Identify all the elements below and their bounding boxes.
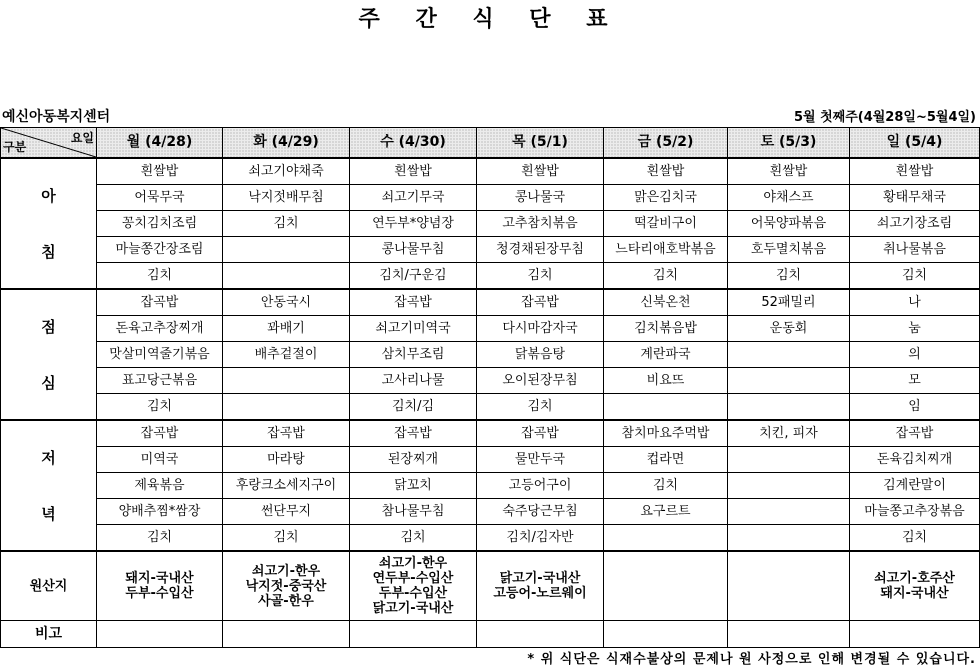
- menu-item: 느타리애호박볶음: [604, 237, 728, 263]
- meal-label: [1, 289, 97, 420]
- menu-item: 닭꼬치: [350, 473, 477, 499]
- origin-line: 두부-수입산: [125, 586, 194, 601]
- menu-item: 치킨, 피자: [728, 420, 850, 447]
- menu-item: 고사리나물: [350, 368, 477, 394]
- origin-row: [1, 551, 980, 621]
- menu-item: 떡갈비구이: [604, 211, 728, 237]
- note-cell: [97, 621, 223, 648]
- menu-row: [1, 289, 980, 316]
- menu-item: [223, 394, 350, 421]
- note-cell: [223, 621, 350, 648]
- origin-line: 돼지-국내산: [125, 571, 194, 586]
- menu-item: 썬단무지: [223, 499, 350, 525]
- day-header-thu: 목 (5/1): [477, 128, 604, 159]
- menu-item: 꽈배기: [223, 316, 350, 342]
- note-cell: [604, 621, 728, 648]
- menu-item: 눔: [850, 316, 980, 342]
- day-header-fri: 금 (5/2): [604, 128, 728, 159]
- menu-item: 맛살미역줄기볶음: [97, 342, 223, 368]
- corner-right-label: 요일: [70, 131, 94, 145]
- menu-item: 표고당근볶음: [97, 368, 223, 394]
- day-header-sun: 일 (5/4): [850, 128, 980, 159]
- week-label: 5월 첫째주(4월28일~5월4일): [793, 110, 976, 125]
- menu-item: 낙지젓배무침: [223, 185, 350, 211]
- menu-item: 돈육김치찌개: [850, 447, 980, 473]
- menu-item: 김치/김: [350, 394, 477, 421]
- menu-item: 오이된장무침: [477, 368, 604, 394]
- menu-item: 어묵양파볶음: [728, 211, 850, 237]
- origin-line: 닭고기-국내산: [372, 601, 454, 616]
- menu-item: [223, 368, 350, 394]
- menu-item: 김치: [97, 525, 223, 552]
- menu-item: 컵라면: [604, 447, 728, 473]
- menu-item: 쇠고기미역국: [350, 316, 477, 342]
- menu-item: 흰쌀밥: [97, 158, 223, 185]
- menu-item: 흰쌀밥: [850, 158, 980, 185]
- menu-item: 마늘쫑고추장볶음: [850, 499, 980, 525]
- menu-item: 김치: [604, 473, 728, 499]
- origin-cell: [350, 551, 477, 621]
- menu-item: 꽁치김치조림: [97, 211, 223, 237]
- menu-row: [1, 211, 980, 237]
- day-header-sat: 토 (5/3): [728, 128, 850, 159]
- meal-label-char: 아: [41, 186, 56, 205]
- menu-item: 야채스프: [728, 185, 850, 211]
- corner-left-label: 구분: [3, 140, 27, 154]
- menu-item: 김치: [97, 394, 223, 421]
- origin-cell: [850, 551, 980, 621]
- day-header-mon: 월 (4/28): [97, 128, 223, 159]
- meal-label-char: 녁: [41, 504, 56, 523]
- origin-line: 두부-수입산: [378, 586, 448, 601]
- note-label: 비고: [1, 621, 97, 648]
- note-cell: [850, 621, 980, 648]
- header-row: [1, 128, 980, 159]
- menu-item: 잡곡밥: [477, 420, 604, 447]
- menu-item: 양배추찜*쌈장: [97, 499, 223, 525]
- meal-label: [1, 158, 97, 289]
- menu-item: 쇠고기야채죽: [223, 158, 350, 185]
- note-row: [1, 621, 980, 648]
- origin-cell: [97, 551, 223, 621]
- menu-row: [1, 473, 980, 499]
- menu-item: 배추겉절이: [223, 342, 350, 368]
- menu-row: [1, 525, 980, 552]
- menu-item: 마라탕: [223, 447, 350, 473]
- menu-item: 취나물볶음: [850, 237, 980, 263]
- menu-item: 신북온천: [604, 289, 728, 316]
- menu-item: 김치: [728, 263, 850, 290]
- origin-line: 쇠고기-호주산: [874, 571, 955, 586]
- menu-item: 콩나물무침: [350, 237, 477, 263]
- menu-item: 쇠고기장조림: [850, 211, 980, 237]
- origin-cell: [728, 551, 850, 621]
- meal-label-char: 심: [41, 373, 56, 392]
- menu-item: 김치: [223, 525, 350, 552]
- origin-cell: [223, 551, 350, 621]
- page-title: 주 간 식 단 표: [358, 7, 622, 32]
- menu-item: 의: [850, 342, 980, 368]
- menu-item: [728, 499, 850, 525]
- menu-item: 삼치무조림: [350, 342, 477, 368]
- origin-line: 고등어-노르웨이: [493, 586, 587, 601]
- menu-item: 모: [850, 368, 980, 394]
- menu-item: 황태무채국: [850, 185, 980, 211]
- menu-item: [223, 237, 350, 263]
- menu-item: 숙주당근무침: [477, 499, 604, 525]
- origin-cell: [477, 551, 604, 621]
- menu-item: [604, 394, 728, 421]
- menu-item: 흰쌀밥: [350, 158, 477, 185]
- footer-note: * 위 식단은 식재수불상의 문제나 원 사정으로 인해 변경될 수 있습니다.: [527, 652, 976, 667]
- menu-item: 52패밀리: [728, 289, 850, 316]
- day-header-wed: 수 (4/30): [350, 128, 477, 159]
- menu-row: [1, 499, 980, 525]
- menu-item: 김치: [850, 263, 980, 290]
- menu-item: 흰쌀밥: [604, 158, 728, 185]
- origin-line: 닭고기-국내산: [499, 571, 581, 586]
- menu-item: 김치: [223, 211, 350, 237]
- menu-item: 참치마요주먹밥: [604, 420, 728, 447]
- menu-item: 청경채된장무침: [477, 237, 604, 263]
- menu-item: 닭볶음탕: [477, 342, 604, 368]
- menu-item: 김치볶음밥: [604, 316, 728, 342]
- meal-label-char: 저: [41, 448, 56, 467]
- menu-item: 고등어구이: [477, 473, 604, 499]
- menu-item: 된장찌개: [350, 447, 477, 473]
- menu-row: [1, 342, 980, 368]
- menu-row: [1, 237, 980, 263]
- menu-item: [728, 473, 850, 499]
- origin-line: 낙지젓-중국산: [245, 578, 327, 594]
- menu-item: 잡곡밥: [97, 289, 223, 316]
- note-cell: [350, 621, 477, 648]
- menu-item: 요구르트: [604, 499, 728, 525]
- origin-line: 사골-한우: [258, 593, 314, 609]
- menu-item: 잡곡밥: [350, 289, 477, 316]
- menu-item: 콩나물국: [477, 185, 604, 211]
- menu-row: [1, 368, 980, 394]
- menu-item: 미역국: [97, 447, 223, 473]
- menu-item: 김치: [350, 525, 477, 552]
- meal-label-char: 점: [41, 317, 56, 336]
- menu-item: 물만두국: [477, 447, 604, 473]
- day-header-tue: 화 (4/29): [223, 128, 350, 159]
- menu-item: 흰쌀밥: [728, 158, 850, 185]
- menu-item: 다시마감자국: [477, 316, 604, 342]
- meal-label-char: 침: [41, 242, 56, 261]
- menu-item: 맑은김치국: [604, 185, 728, 211]
- menu-item: 잡곡밥: [477, 289, 604, 316]
- menu-row: [1, 263, 980, 290]
- menu-item: [728, 525, 850, 552]
- menu-item: [728, 342, 850, 368]
- menu-row: [1, 158, 980, 185]
- menu-item: 잡곡밥: [97, 420, 223, 447]
- note-cell: [477, 621, 604, 648]
- menu-row: [1, 447, 980, 473]
- menu-item: 김계란말이: [850, 473, 980, 499]
- menu-item: 임: [850, 394, 980, 421]
- origin-line: 쇠고기-한우: [251, 563, 321, 579]
- note-cell: [728, 621, 850, 648]
- menu-item: 김치/김자반: [477, 525, 604, 552]
- menu-item: 김치: [477, 394, 604, 421]
- menu-item: 안동국시: [223, 289, 350, 316]
- menu-item: 나: [850, 289, 980, 316]
- menu-item: 잡곡밥: [223, 420, 350, 447]
- menu-item: 김치: [477, 263, 604, 290]
- menu-item: 호두멸치볶음: [728, 237, 850, 263]
- menu-row: [1, 316, 980, 342]
- menu-item: 마늘쫑간장조림: [97, 237, 223, 263]
- menu-item: 김치/구운김: [350, 263, 477, 290]
- menu-row: [1, 185, 980, 211]
- menu-item: 어묵무국: [97, 185, 223, 211]
- origin-line: 돼지-국내산: [880, 586, 949, 601]
- menu-row: [1, 394, 980, 421]
- origin-line: 연두부-수입산: [372, 571, 454, 586]
- menu-item: [604, 525, 728, 552]
- menu-item: [728, 447, 850, 473]
- menu-item: 제육볶음: [97, 473, 223, 499]
- origin-line: 쇠고기-한우: [378, 556, 448, 571]
- menu-item: 잡곡밥: [850, 420, 980, 447]
- menu-item: 고추참치볶음: [477, 211, 604, 237]
- menu-item: 운동회: [728, 316, 850, 342]
- menu-item: 흰쌀밥: [477, 158, 604, 185]
- menu-row: [1, 420, 980, 447]
- corner-header: [1, 128, 97, 159]
- menu-item: [223, 263, 350, 290]
- center-name: 예신아동복지센터: [2, 109, 111, 125]
- menu-item: 김치: [97, 263, 223, 290]
- menu-body: [1, 158, 980, 551]
- menu-item: [728, 368, 850, 394]
- meal-label: [1, 420, 97, 551]
- origin-cell: [604, 551, 728, 621]
- menu-item: 후랑크소세지구이: [223, 473, 350, 499]
- menu-item: 연두부*양념장: [350, 211, 477, 237]
- menu-item: 김치: [850, 525, 980, 552]
- menu-item: 돈육고추장찌개: [97, 316, 223, 342]
- menu-item: 쇠고기무국: [350, 185, 477, 211]
- menu-item: 김치: [604, 263, 728, 290]
- menu-item: 참나물무침: [350, 499, 477, 525]
- menu-item: 비요뜨: [604, 368, 728, 394]
- menu-item: [728, 394, 850, 421]
- origin-label: 원산지: [1, 551, 97, 621]
- menu-item: 계란파국: [604, 342, 728, 368]
- menu-table: [0, 127, 980, 648]
- menu-item: 잡곡밥: [350, 420, 477, 447]
